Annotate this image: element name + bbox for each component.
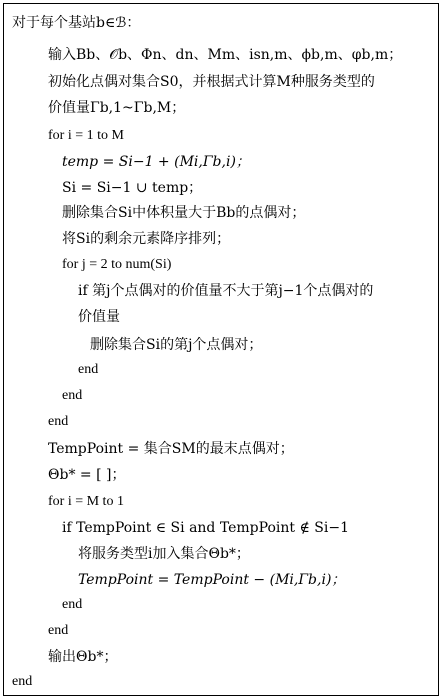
algo-line-17: TempPoint = 集合SM的最末点偶对；: [48, 441, 294, 457]
algo-line-6: temp = Si−1 + (Mi,Γb,i)；: [62, 154, 250, 170]
algo-line-18: Θb* = [ ]；: [48, 467, 126, 483]
algo-line-22: TempPoint = TempPoint − (Mi,Γb,i)；: [78, 572, 346, 588]
algo-line-14: end: [78, 362, 99, 377]
algo-line-23: end: [62, 597, 83, 612]
algo-line-12: 价值量: [78, 309, 120, 325]
algo-line-4: 价值量Γb,1~Γb,M；: [48, 100, 186, 116]
algo-line-5: for i = 1 to M: [48, 128, 124, 143]
algo-line-21: 将服务类型i加入集合Θb*；: [78, 546, 250, 562]
algo-line-19: for i = M to 1: [48, 494, 124, 509]
algo-line-25: 输出Θb*；: [48, 649, 118, 665]
algo-line-8: 删除集合Si中体积量大于Bb的点偶对；: [62, 205, 306, 221]
algo-line-9: 将Si的剩余元素降序排列；: [62, 231, 231, 247]
algo-line-13: 删除集合Si的第j个点偶对；: [90, 337, 263, 353]
algo-line-16: end: [48, 414, 69, 429]
algo-line-10: for j = 2 to num(Si): [62, 257, 172, 272]
algo-line-20: if TempPoint ∈ Si and TempPoint ∉ Si−1: [62, 520, 349, 536]
algo-line-1: 对于每个基站b∈ℬ：: [12, 15, 141, 31]
algo-line-7: Si = Si−1 ∪ temp；: [62, 180, 203, 196]
algo-line-15: end: [62, 388, 83, 403]
algo-line-26: end: [12, 674, 33, 689]
algo-line-3: 初始化点偶对集合S0，并根据式计算M种服务类型的: [48, 74, 375, 90]
algo-line-11: if 第j个点偶对的价值量不大于第j−1个点偶对的: [78, 283, 374, 299]
algorithm-box: [3, 3, 439, 696]
algo-line-24: end: [48, 623, 69, 638]
algo-line-2: 输入Bb、𝒪b、Φn、dn、Mm、isn,m、ϕb,m、φb,m；: [48, 47, 403, 63]
